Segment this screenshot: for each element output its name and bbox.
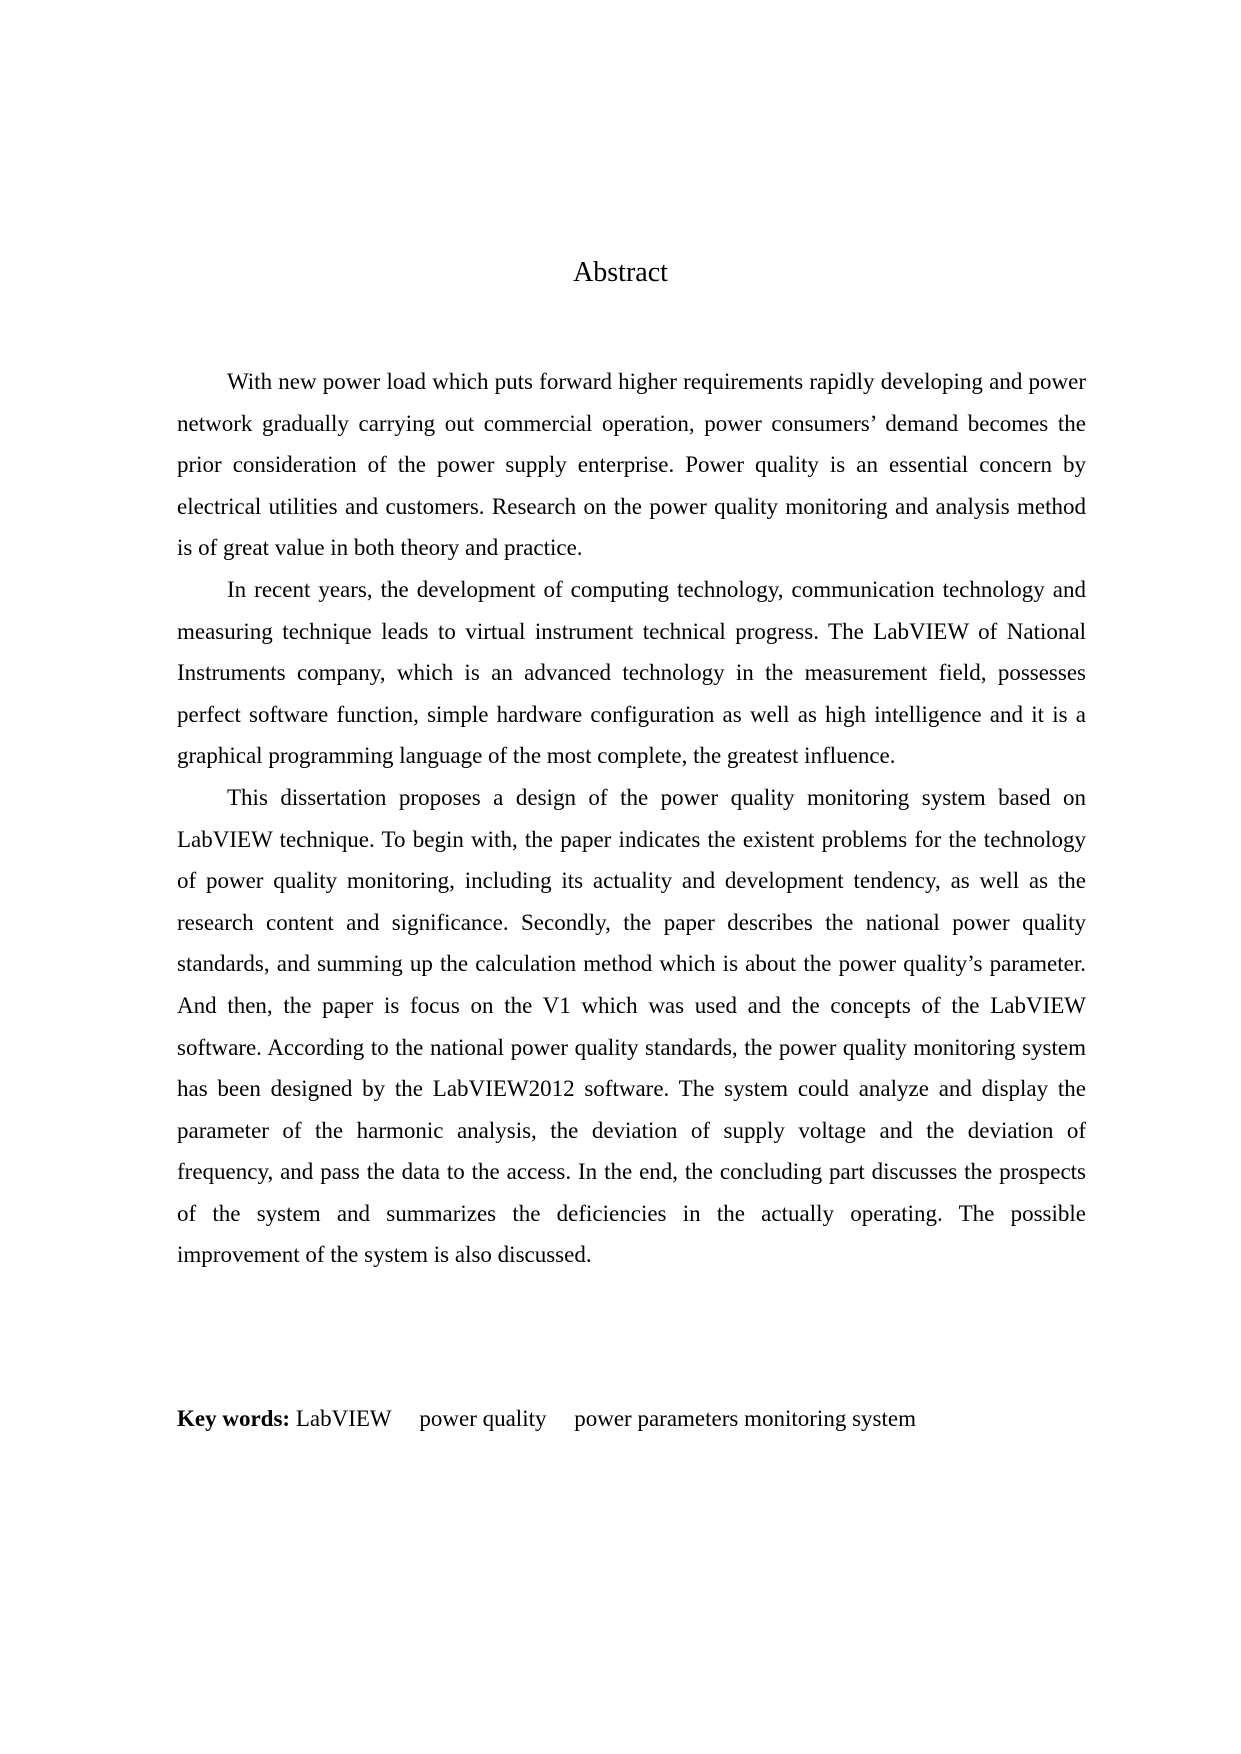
abstract-paragraph-2: In recent years, the development of computing technology, communication technology and measuring technique leads to virtual instrument technical progress. The LabVIEW of National Instruments company, which is an advanced technology in the measurement field, possesses perfect software function, simple hardware configuration as well as high intelligence and it is a graphical programming language of the most complete, the greatest influence. <box>177 576 1086 769</box>
abstract-paragraph-1: With new power load which puts forward higher requirements rapidly developing and power network gradually carrying out commercial operation, power consumers’ demand becomes the prior consideration of the power supply enterprise. Power quality is an essential concern by electrical utilities and customers. Research on the power quality monitoring and analysis method is of great value in both theory and practice. <box>177 369 1086 561</box>
keyword-power-quality: power quality <box>419 1406 547 1431</box>
abstract-paragraph-3: This dissertation proposes a design of the power quality monitoring system based on LabVIEW technique. To begin with, the paper indicates the existent problems for the technology of power quality monitoring, including its actuality and development tendency, as well as the research content and significance. Secondly, the paper describes the national power quality standards, and summing up the calculation method which is about the power quality’s parameter. And then, the paper is focus on the V1 which was used and the concepts of the LabVIEW software. According to the national power quality standards, the power quality monitoring system has been designed by the LabVIEW2012 software. The system could analyze and display the parameter of the harmonic analysis, the deviation of supply voltage and the deviation of frequency, and pass the data to the access. In the end, the concluding part discusses the prospects of the system and summarizes the deficiencies in the actually operating. The possible improvement of the system is also discussed. <box>177 784 1086 1268</box>
keyword-power-parameters-monitoring-system: power parameters monitoring system <box>574 1406 916 1431</box>
keywords-label: Key words: <box>177 1406 296 1431</box>
keyword-labview: LabVIEW <box>295 1406 392 1431</box>
abstract-body <box>177 361 1086 1276</box>
abstract-title: Abstract <box>573 257 668 288</box>
keywords-line <box>177 1398 1086 1440</box>
